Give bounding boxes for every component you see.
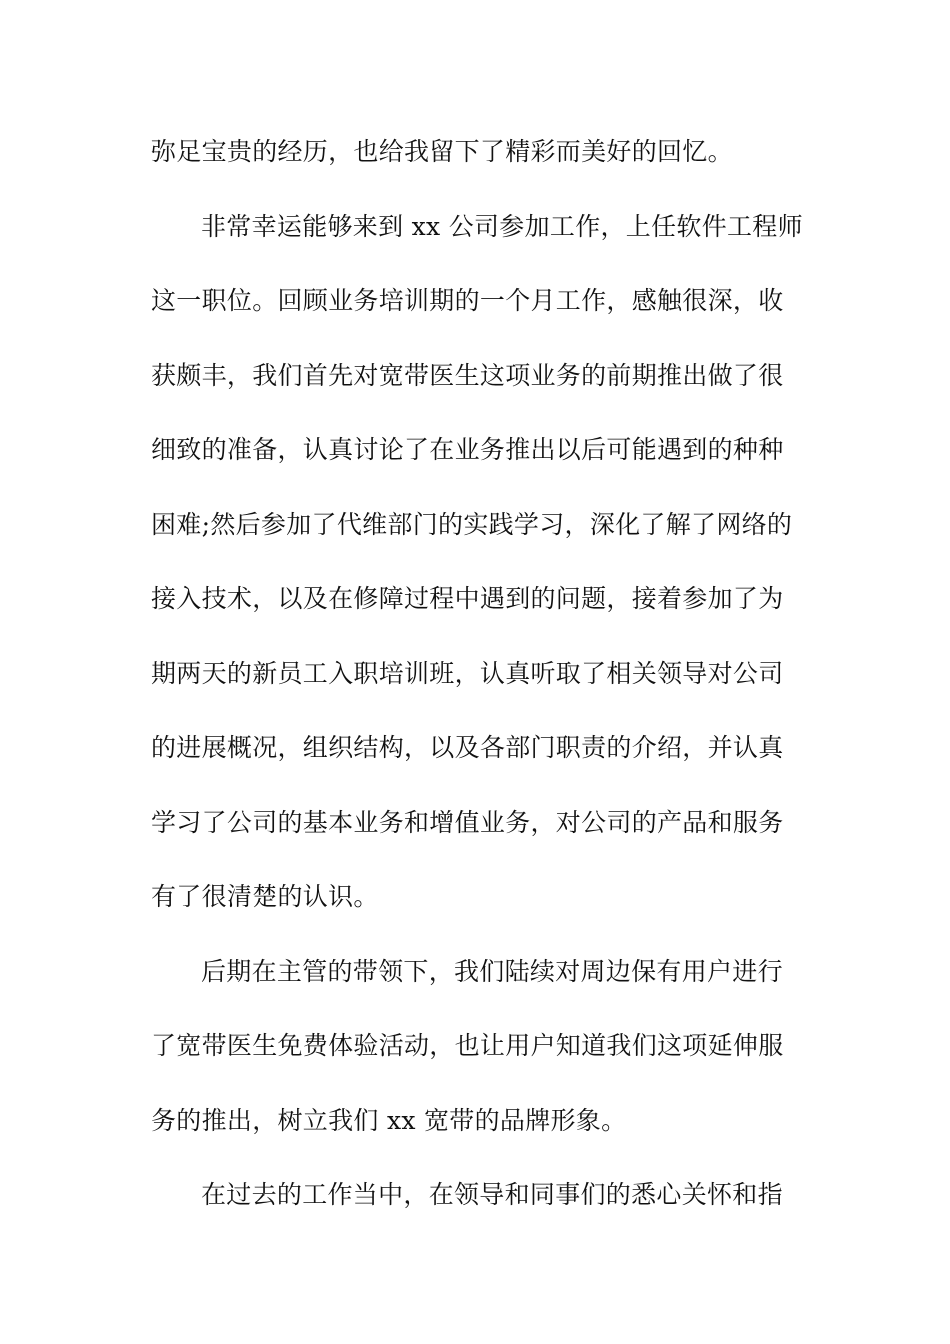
text-line: 细致的准备，认真讨论了在业务推出以后可能遇到的种种 — [151, 435, 784, 464]
text-line: 获颇丰，我们首先对宽带医生这项业务的前期推出做了很 — [151, 361, 784, 390]
text-line: 务的推出，树立我们 xx 宽带的品牌形象。 — [151, 1106, 627, 1135]
paragraph-first-line: 非常幸运能够来到 xx 公司参加工作，上任软件工程师 — [201, 212, 803, 241]
text-line: 困难;然后参加了代维部门的实践学习，深化了解了网络的 — [151, 510, 793, 539]
paragraph-first-line: 后期在主管的带领下，我们陆续对周边保有用户进行 — [201, 957, 783, 986]
text-line: 学习了公司的基本业务和增值业务，对公司的产品和服务 — [151, 808, 784, 837]
text-line: 有了很清楚的认识。 — [151, 882, 379, 911]
text-line: 的进展概况，组织结构，以及各部门职责的介绍，并认真 — [151, 733, 784, 762]
text-line: 了宽带医生免费体验活动，也让用户知道我们这项延伸服 — [151, 1031, 784, 1060]
paragraph-first-line: 在过去的工作当中，在领导和同事们的悉心关怀和指 — [201, 1180, 783, 1209]
text-line: 期两天的新员工入职培训班，认真听取了相关领导对公司 — [151, 659, 784, 688]
text-line: 这一职位。回顾业务培训期的一个月工作，感触很深，收 — [151, 286, 784, 315]
text-line: 接入技术，以及在修障过程中遇到的问题，接着参加了为 — [151, 584, 784, 613]
text-line: 弥足宝贵的经历，也给我留下了精彩而美好的回忆。 — [151, 137, 733, 166]
